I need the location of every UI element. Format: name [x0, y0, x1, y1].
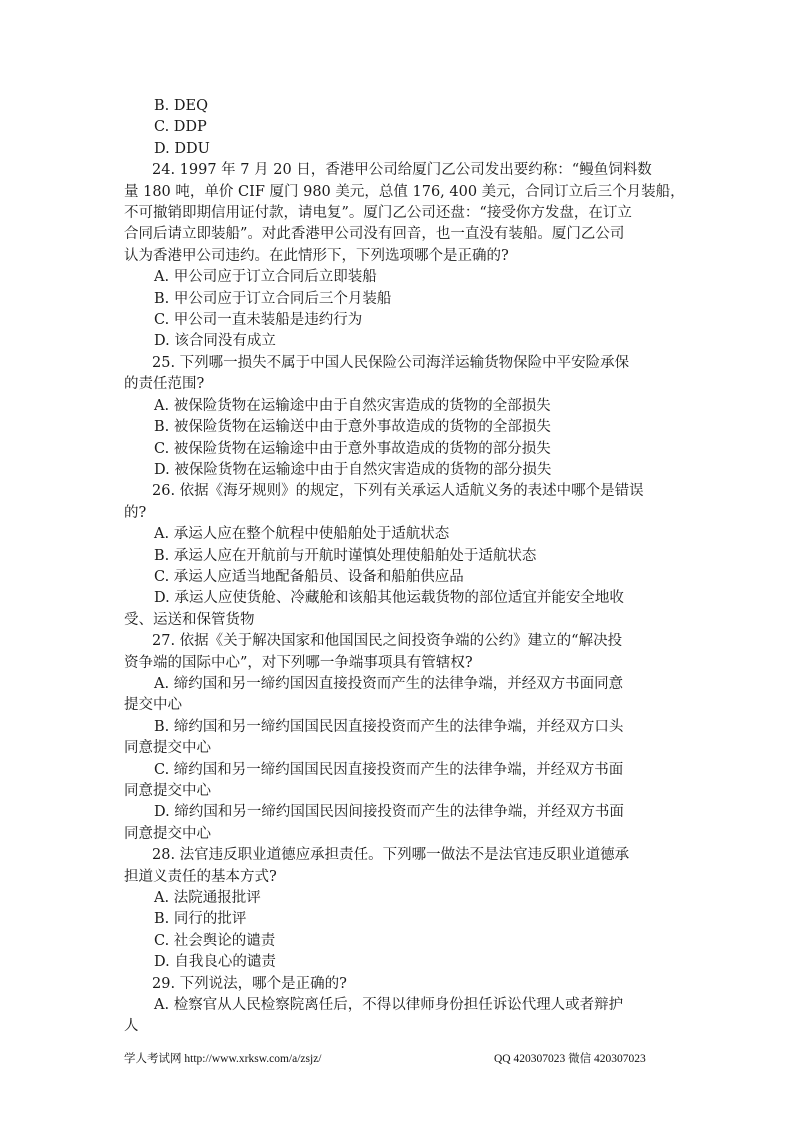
text-line: 同意提交中心 — [124, 740, 211, 757]
text-line: 25. 下列哪一损失不属于中国人民保险公司海洋运输货物保险中平安险承保 — [152, 354, 630, 371]
text-line: 24. 1997 年 7 月 20 日，香港甲公司给厦门乙公司发出要约称：“鳗鱼饲料数 — [152, 162, 652, 179]
text-line: B. 同行的批评 — [154, 911, 247, 928]
footer-contact: QQ 420307023 微信 420307023 — [494, 1053, 646, 1065]
text-line: B. 缔约国和另一缔约国国民因直接投资而产生的法律争端，并经双方口头 — [154, 718, 624, 735]
text-line: D. 被保险货物在运输途中由于自然灾害造成的货物的部分损失 — [154, 461, 552, 478]
text-line: 的? — [124, 504, 147, 521]
text-line: 资争端的国际中心”，对下列哪一争端事项具有管辖权? — [124, 654, 473, 671]
text-line: A. 承运人应在整个航程中使船舶处于适航状态 — [154, 526, 450, 543]
text-line: D. DDU — [154, 140, 210, 157]
text-line: D. 承运人应使货舱、冷藏舱和该船其他运载货物的部位适宜并能安全地收 — [154, 590, 624, 607]
text-line: 26. 依据《海牙规则》的规定，下列有关承运人适航义务的表述中哪个是错误 — [152, 483, 644, 500]
footer-site: 学人考试网 http://www.xrksw.com/a/zsjz/ — [124, 1053, 322, 1065]
text-line: A. 缔约国和另一缔约国因直接投资而产生的法律争端，并经双方书面同意 — [154, 675, 624, 692]
text-line: C. DDP — [154, 119, 207, 136]
text-line: C. 被保险货物在运输途中由于意外事故造成的货物的部分损失 — [154, 440, 551, 457]
text-line: 担道义责任的基本方式? — [124, 868, 277, 885]
text-line: C. 社会舆论的谴责 — [154, 932, 276, 949]
text-line: B. 被保险货物在运输送中由于意外事故造成的货物的全部损失 — [154, 419, 551, 436]
text-line: 同意提交中心 — [124, 783, 211, 799]
text-line: A. 法院通报批评 — [154, 890, 261, 907]
text-line: C. 甲公司一直未装船是违约行为 — [154, 312, 363, 329]
text-line: 的责任范围? — [124, 376, 205, 393]
text-line: B. 甲公司应于订立合同后三个月装船 — [154, 290, 392, 307]
text-line: B. DEQ — [154, 98, 208, 114]
text-line: 27. 依据《关于解决国家和他国国民之间投资争端的公约》建立的“解决投 — [152, 633, 623, 650]
text-line: 不可撤销即期信用证付款，请电复”。厦门乙公司还盘：“接受你方发盘，在订立 — [124, 205, 632, 222]
text-line: B. 承运人应在开航前与开航时谨慎处理使船舶处于适航状态 — [154, 547, 537, 564]
text-line: 28. 法官违反职业道德应承担责任。下列哪一做法不是法官违反职业道德承 — [152, 847, 630, 864]
text-line: A. 被保险货物在运输途中由于自然灾害造成的货物的全部损失 — [154, 397, 551, 414]
text-line: 同意提交中心 — [124, 825, 211, 842]
text-line: D. 缔约国和另一缔约国国民因间接投资而产生的法律争端，并经双方书面 — [154, 804, 624, 821]
text-line: 认为香港甲公司违约。在此情形下，下列选项哪个是正确的? — [124, 247, 509, 264]
text-line: 受、运送和保管货物 — [124, 611, 255, 628]
text-line: D. 自我良心的谴责 — [154, 954, 276, 971]
text-line: C. 承运人应适当地配备船员、设备和船舶供应品 — [154, 568, 464, 585]
text-line: C. 缔约国和另一缔约国国民因直接投资而产生的法律争端，并经双方书面 — [154, 761, 624, 778]
text-line: 提交中心 — [124, 697, 182, 714]
text-line: 人 — [124, 1018, 139, 1035]
text-line: 29. 下列说法，哪个是正确的? — [152, 975, 347, 992]
text-line: 量 180 吨，单价 CIF 厦门 980 美元，总值 176, 400 美元，合同订立后三个月装船， — [124, 183, 685, 200]
text-line: 合同后请立即装船”。对此香港甲公司没有回音，也一直没有装船。厦门乙公司 — [124, 226, 625, 243]
text-line: A. 甲公司应于订立合同后立即装船 — [154, 269, 377, 286]
text-line: D. 该合同没有成立 — [154, 333, 276, 350]
text-line: A. 检察官从人民检察院离任后，不得以律师身份担任诉讼代理人或者辩护 — [154, 997, 624, 1014]
document-body — [124, 96, 692, 1038]
